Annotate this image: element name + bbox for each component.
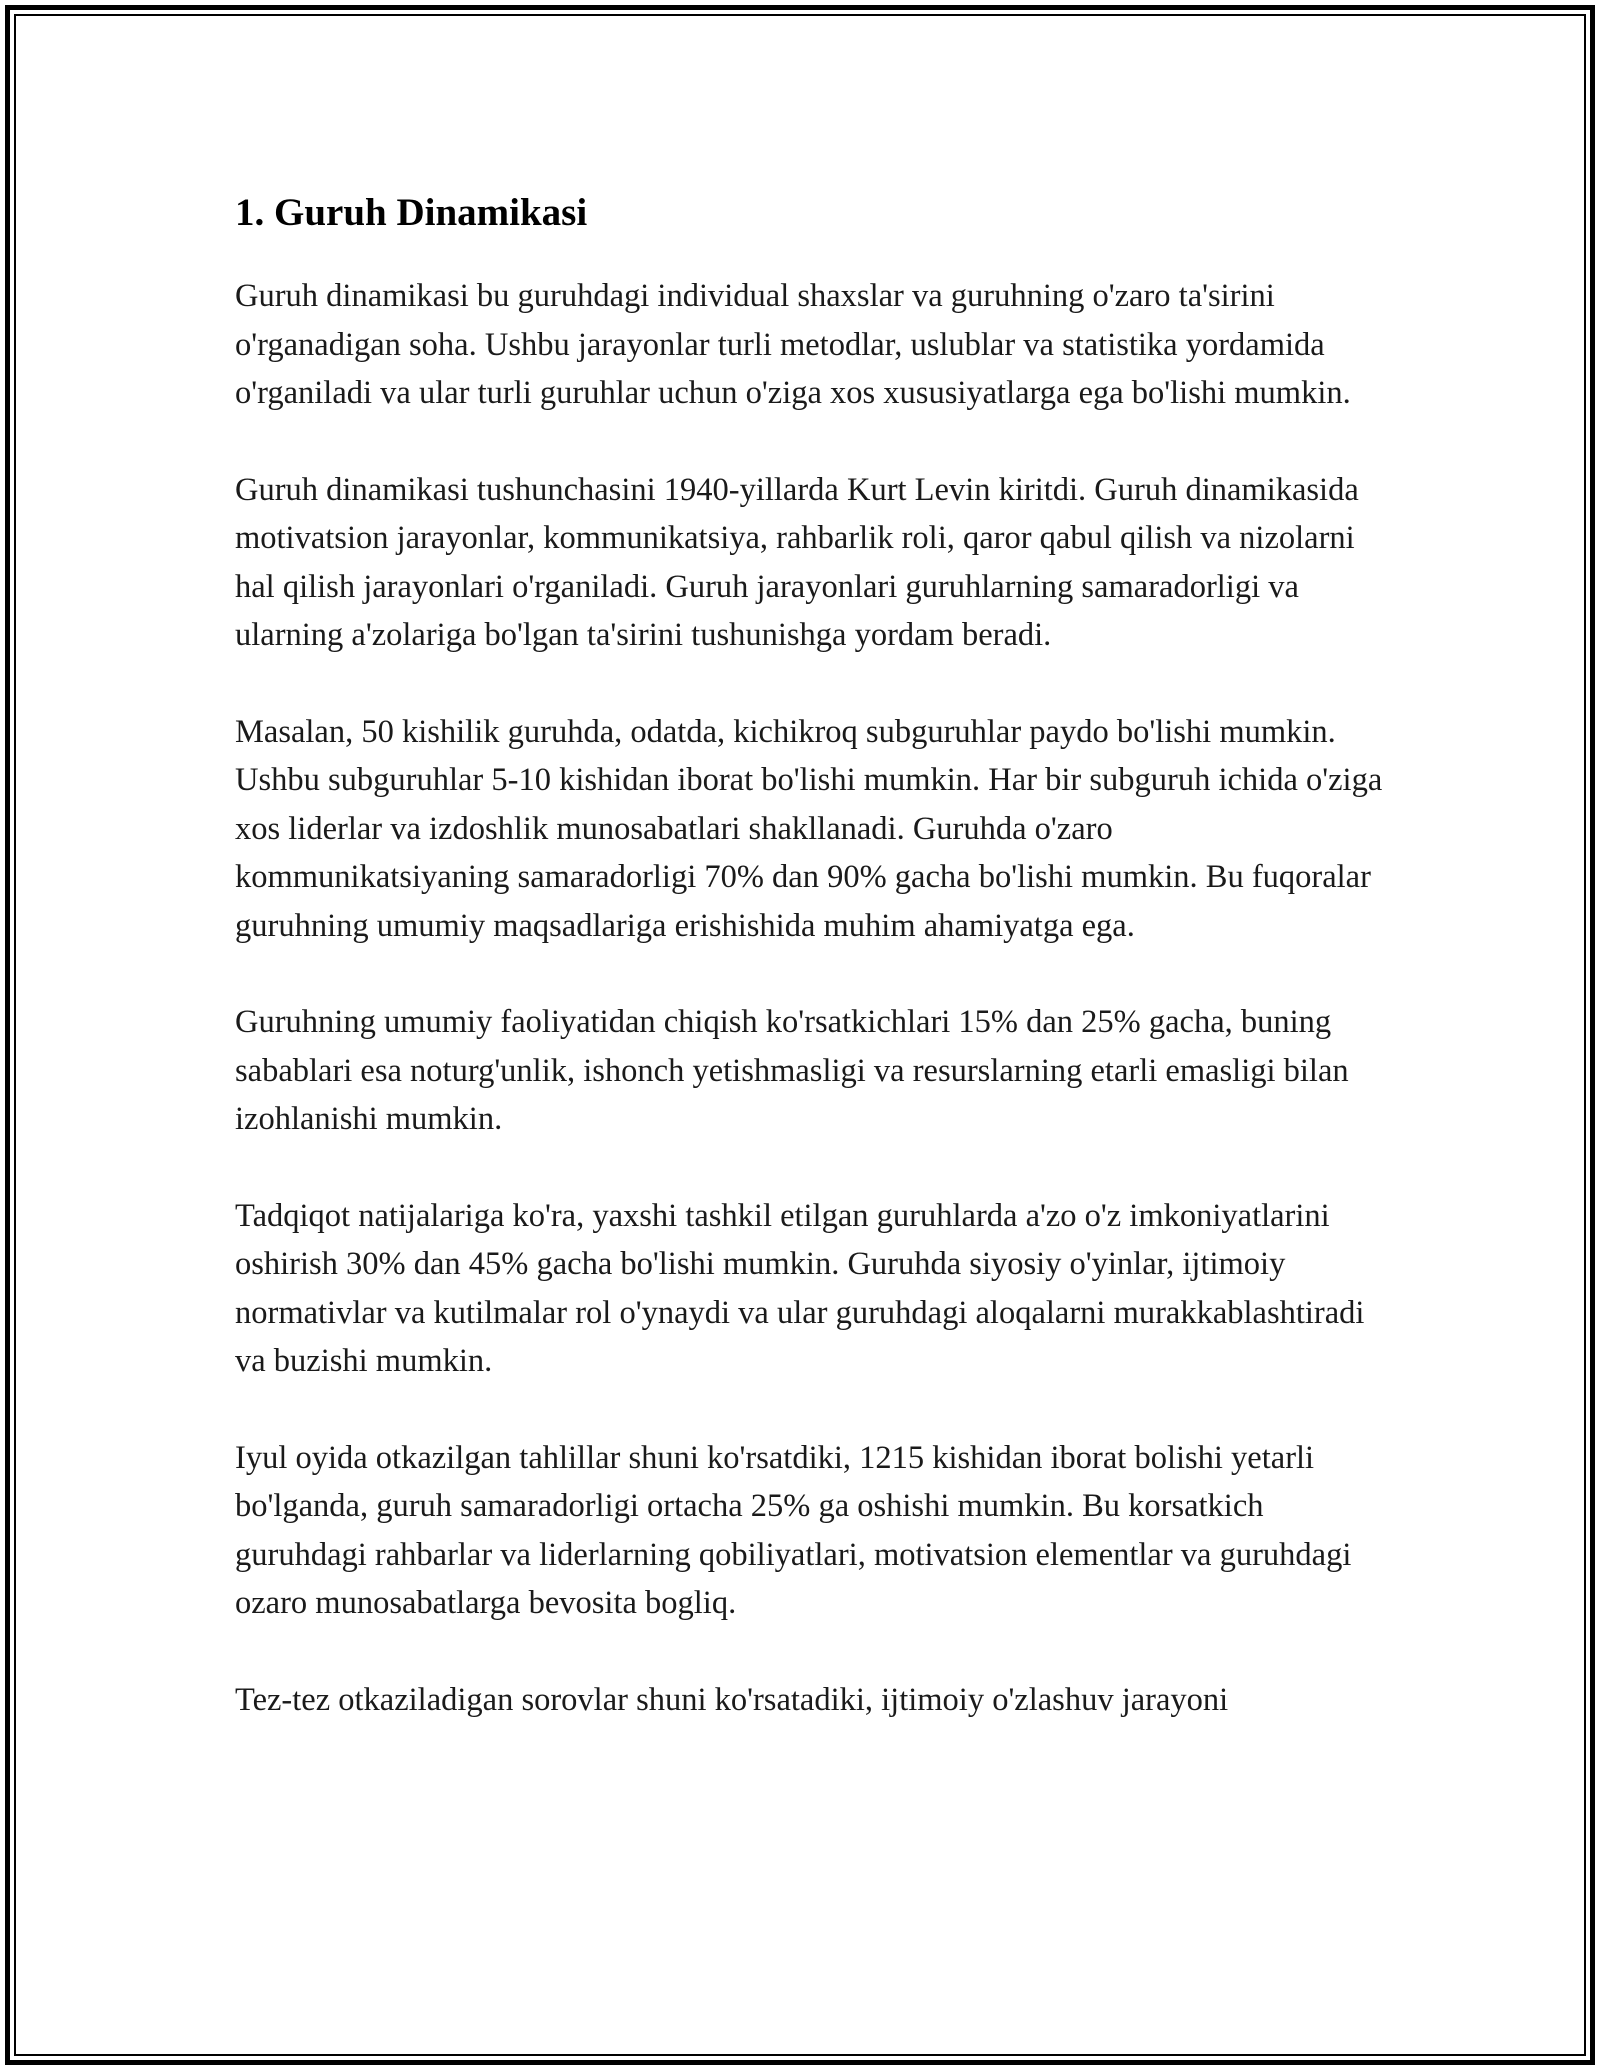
- document-content: [235, 187, 1385, 1724]
- paragraph-subgroups: Masalan, 50 kishilik guruhda, odatda, kichikroq subguruhlar paydo bo'lishi mumkin. Ushbu subguruhlar 5-10 kishidan iborat bo'lishi mumkin. Har bir subguruh ichida o'ziga xos liderlar va izdoshlik munosabatlari shakllanadi. Guruhda o'zaro kommunikatsiyaning samaradorligi 70% dan 90% gacha bo'lishi mumkin. Bu fuqoralar guruhning umumiy maqsadlariga erishishida muhim ahamiyatga ega.: [235, 713, 1383, 944]
- paragraph-definition: Guruh dinamikasi bu guruhdagi individual shaxslar va guruhning o'zaro ta'sirini o'rganadigan soha. Ushbu jarayonlar turli metodlar, uslublar va statistika yordamida o'rganiladi va ular turli guruhlar uchun o'ziga xos xususiyatlarga ega bo'lishi mumkin.: [235, 278, 1351, 411]
- paragraph-output-indicators: Guruhning umumiy faoliyatidan chiqish ko'rsatkichlari 15% dan 25% gacha, buning sabablari esa noturg'unlik, ishonch yetishmasligi va resurslarning etarli emasligi bilan izohlanishi mumkin.: [235, 1004, 1349, 1137]
- paragraph-research-results: Tadqiqot natijalariga ko'ra, yaxshi tashkil etilgan guruhlarda a'zo o'z imkoniyatlarini oshirish 30% dan 45% gacha bo'lishi mumkin. Guruhda siyosiy o'yinlar, ijtimoiy normativlar va kutilmalar rol o'ynaydi va ular guruhdagi aloqalarni murakkablashtiradi va buzishi mumkin.: [235, 1197, 1365, 1379]
- paragraph-surveys: Tez-tez otkaziladigan sorovlar shuni ko'rsatadiki, ijtimoiy o'zlashuv jarayoni: [235, 1681, 1229, 1718]
- section-heading: 1. Guruh Dinamikasi: [235, 191, 588, 234]
- paragraph-history: Guruh dinamikasi tushunchasini 1940-yillarda Kurt Levin kiritdi. Guruh dinamikasida motivatsion jarayonlar, kommunikatsiya, rahbarlik roli, qaror qabul qilish va nizolarni hal qilish jarayonlari o'rganiladi. Guruh jarayonlari guruhlarning samaradorligi va ularning a'zolariga bo'lgan ta'sirini tushunishga yordam beradi.: [235, 471, 1359, 653]
- paragraph-july-analysis: Iyul oyida otkazilgan tahlillar shuni ko'rsatdiki, 1215 kishidan iborat bolishi yetarli bo'lganda, guruh samaradorligi ortacha 25% ga oshishi mumkin. Bu korsatkich guruhdagi rahbarlar va liderlarning qobiliyatlari, motivatsion elementlar va guruhdagi ozaro munosabatlarga bevosita bogliq.: [235, 1439, 1352, 1621]
